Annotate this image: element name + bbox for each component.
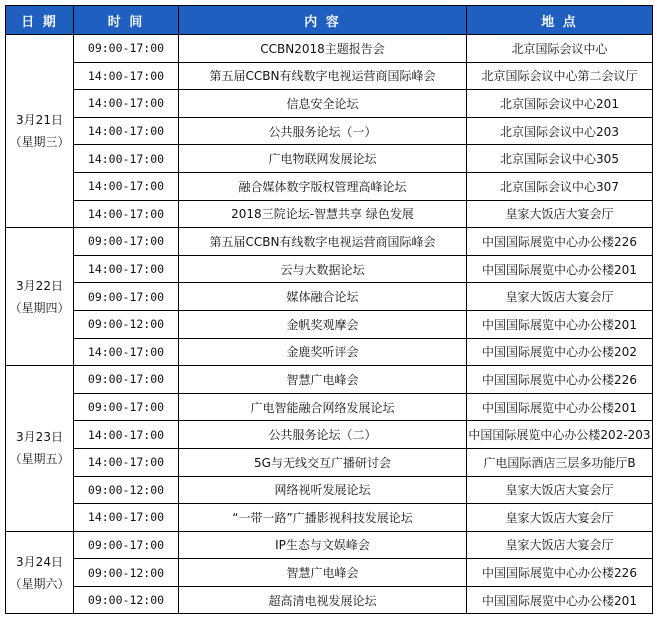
date-cell <box>6 366 74 532</box>
content-cell: 广电智能融合网络发展论坛 <box>179 393 467 421</box>
location-cell: 北京国际会议中心 <box>467 35 653 63</box>
header-time: 时 间 <box>74 6 179 35</box>
time-cell: 09:00-17:00 <box>74 35 179 63</box>
time-cell: 14:00-17:00 <box>74 62 179 90</box>
time-cell: 14:00-17:00 <box>74 145 179 173</box>
location-cell: 中国国际展览中心办公楼226 <box>467 366 653 394</box>
content-cell: 云与大数据论坛 <box>179 255 467 283</box>
location-cell: 北京国际会议中心203 <box>467 117 653 145</box>
content-cell: 第五届CCBN有线数字电视运营商国际峰会 <box>179 228 467 256</box>
location-cell: 皇家大饭店大宴会厅 <box>467 531 653 559</box>
content-cell: 第五届CCBN有线数字电视运营商国际峰会 <box>179 62 467 90</box>
content-cell: 5G与无线交互广播研讨会 <box>179 448 467 476</box>
time-cell: 09:00-17:00 <box>74 531 179 559</box>
content-cell: 信息安全论坛 <box>179 90 467 118</box>
table-row <box>6 283 653 311</box>
content-cell: 融合媒体数字版权管理高峰论坛 <box>179 172 467 200</box>
table-row <box>6 393 653 421</box>
content-cell: 智慧广电峰会 <box>179 559 467 587</box>
table-row <box>6 531 653 559</box>
time-cell: 09:00-17:00 <box>74 283 179 311</box>
table-row <box>6 366 653 394</box>
table-row <box>6 35 653 63</box>
table-row <box>6 504 653 532</box>
weekday-label: （星期三） <box>9 135 70 150</box>
location-cell: 皇家大饭店大宴会厅 <box>467 200 653 228</box>
table-row <box>6 90 653 118</box>
location-cell: 中国国际展览中心办公楼202-203 <box>467 421 653 449</box>
location-cell: 中国国际展览中心办公楼226 <box>467 559 653 587</box>
table-row <box>6 338 653 366</box>
header-date: 日 期 <box>6 6 74 35</box>
table-row <box>6 586 653 614</box>
date-cell <box>6 35 74 228</box>
location-cell: 中国国际展览中心办公楼201 <box>467 586 653 614</box>
content-cell: CCBN2018主题报告会 <box>179 35 467 63</box>
table-row <box>6 62 653 90</box>
weekday-label: （星期四） <box>9 300 70 315</box>
date-label: 3月24日 <box>16 554 63 569</box>
header-content: 内 容 <box>179 6 467 35</box>
time-cell: 14:00-17:00 <box>74 338 179 366</box>
content-cell: 金鹿奖听评会 <box>179 338 467 366</box>
table-row <box>6 145 653 173</box>
location-cell: 北京国际会议中心第二会议厅 <box>467 62 653 90</box>
location-cell: 中国国际展览中心办公楼226 <box>467 228 653 256</box>
table-row <box>6 476 653 504</box>
content-cell: 广电物联网发展论坛 <box>179 145 467 173</box>
time-cell: 09:00-17:00 <box>74 393 179 421</box>
date-cell <box>6 531 74 614</box>
location-cell: 皇家大饭店大宴会厅 <box>467 476 653 504</box>
time-cell: 14:00-17:00 <box>74 421 179 449</box>
content-cell: 超高清电视发展论坛 <box>179 586 467 614</box>
location-cell: 中国国际展览中心办公楼201 <box>467 393 653 421</box>
content-cell: 智慧广电峰会 <box>179 366 467 394</box>
table-row <box>6 117 653 145</box>
location-cell: 皇家大饭店大宴会厅 <box>467 283 653 311</box>
content-cell: IP生态与文娱峰会 <box>179 531 467 559</box>
table-row <box>6 228 653 256</box>
time-cell: 14:00-17:00 <box>74 172 179 200</box>
location-cell: 北京国际会议中心307 <box>467 172 653 200</box>
date-label: 3月21日 <box>16 113 63 128</box>
time-cell: 14:00-17:00 <box>74 90 179 118</box>
weekday-label: （星期六） <box>9 576 70 591</box>
location-cell: 中国国际展览中心办公楼201 <box>467 255 653 283</box>
table-row <box>6 559 653 587</box>
schedule-table <box>5 5 653 614</box>
time-cell: 14:00-17:00 <box>74 200 179 228</box>
location-cell: 北京国际会议中心201 <box>467 90 653 118</box>
location-cell: 中国国际展览中心办公楼201 <box>467 310 653 338</box>
content-cell: 公共服务论坛（一） <box>179 117 467 145</box>
time-cell: 09:00-17:00 <box>74 366 179 394</box>
content-cell: 公共服务论坛（二） <box>179 421 467 449</box>
time-cell: 09:00-12:00 <box>74 476 179 504</box>
time-cell: 09:00-12:00 <box>74 586 179 614</box>
content-cell: “一带一路”广播影视科技发展论坛 <box>179 504 467 532</box>
date-cell <box>6 228 74 366</box>
date-label: 3月22日 <box>16 278 63 293</box>
content-cell: 媒体融合论坛 <box>179 283 467 311</box>
date-label: 3月23日 <box>16 430 63 445</box>
content-cell: 网络视听发展论坛 <box>179 476 467 504</box>
weekday-label: （星期五） <box>9 452 70 467</box>
table-row <box>6 172 653 200</box>
time-cell: 14:00-17:00 <box>74 255 179 283</box>
header-row <box>6 6 653 35</box>
table-row <box>6 310 653 338</box>
location-cell: 北京国际会议中心305 <box>467 145 653 173</box>
content-cell: 金帆奖观摩会 <box>179 310 467 338</box>
location-cell: 中国国际展览中心办公楼202 <box>467 338 653 366</box>
content-cell: 2018三院论坛-智慧共享 绿色发展 <box>179 200 467 228</box>
location-cell: 广电国际酒店三层多功能厅B <box>467 448 653 476</box>
time-cell: 14:00-17:00 <box>74 448 179 476</box>
schedule-body <box>6 35 653 614</box>
time-cell: 09:00-12:00 <box>74 559 179 587</box>
time-cell: 09:00-12:00 <box>74 310 179 338</box>
time-cell: 14:00-17:00 <box>74 504 179 532</box>
table-row <box>6 255 653 283</box>
table-row <box>6 421 653 449</box>
time-cell: 14:00-17:00 <box>74 117 179 145</box>
time-cell: 09:00-17:00 <box>74 228 179 256</box>
location-cell: 皇家大饭店大宴会厅 <box>467 504 653 532</box>
header-location: 地 点 <box>467 6 653 35</box>
table-row <box>6 200 653 228</box>
table-row <box>6 448 653 476</box>
